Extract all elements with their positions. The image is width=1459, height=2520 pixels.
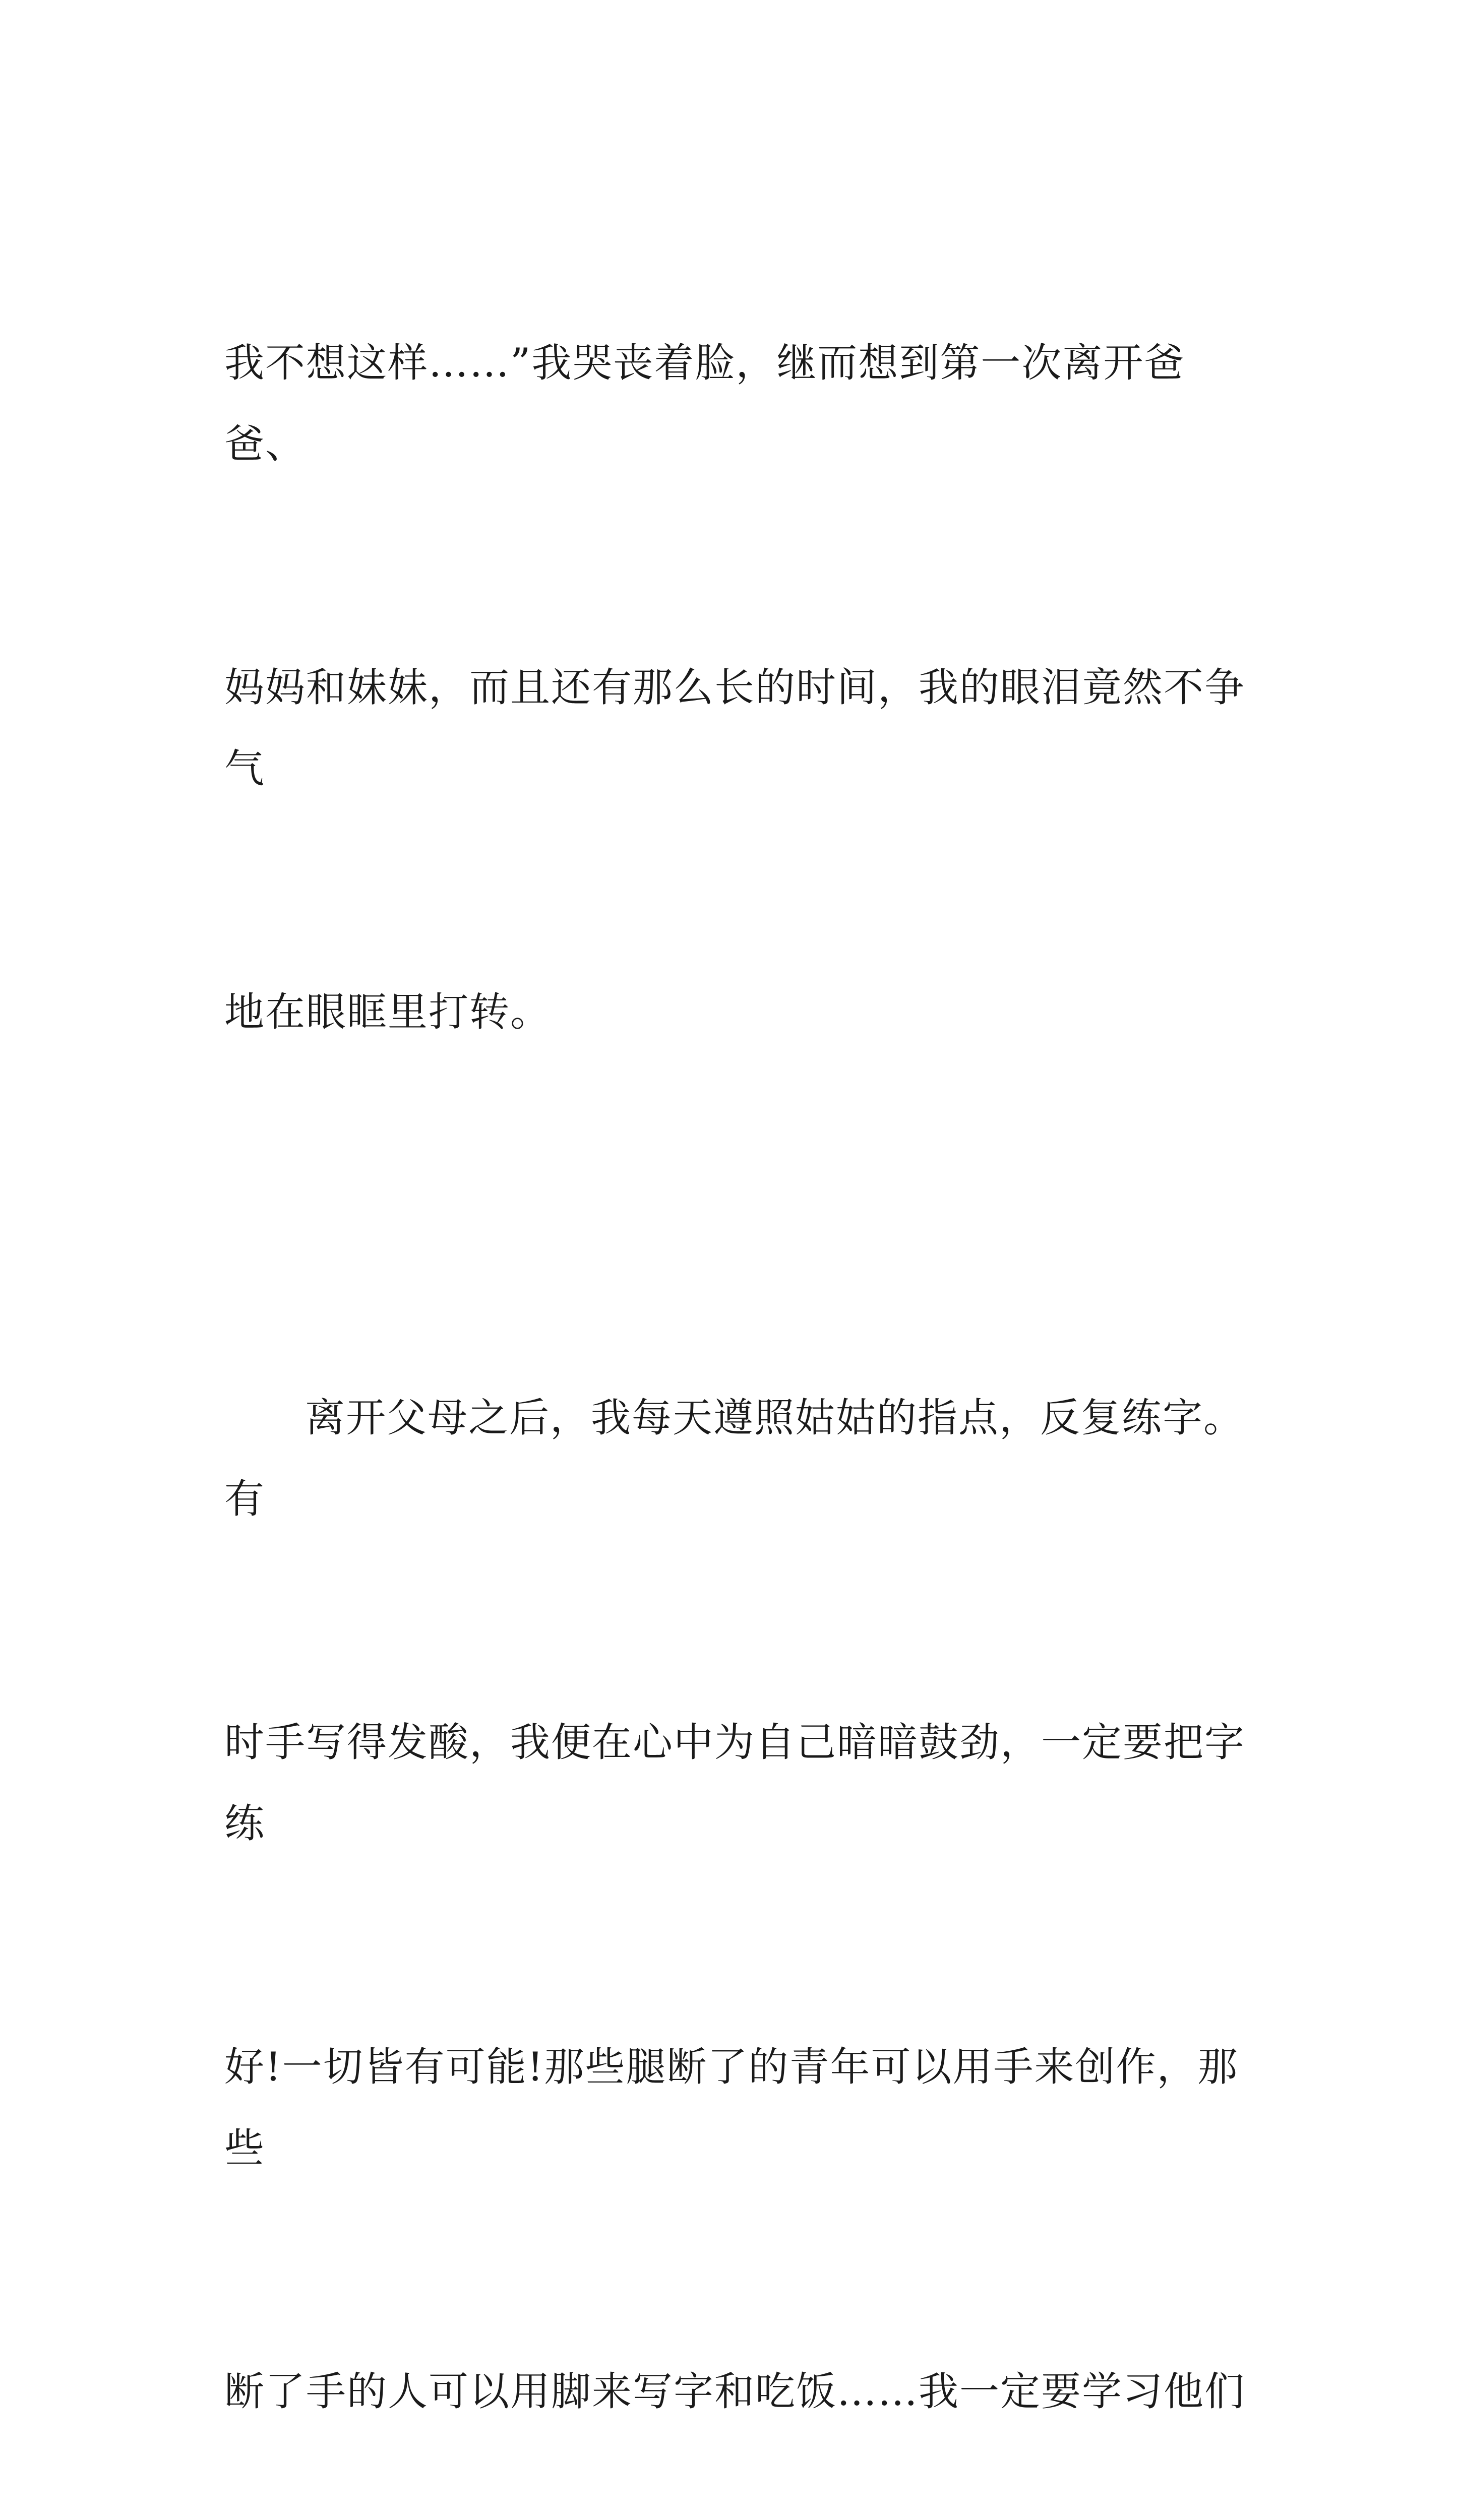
document-body	[224, 160, 1248, 2520]
text-line: 我不想这样……”我哭丧着脸，继而想到第一次离开爸爸、	[224, 340, 1185, 467]
text-line: 时手写得发酸，我便在心中为自己暗暗鼓劲，一定要把字练	[224, 1719, 1245, 1847]
paragraph-1	[224, 160, 1248, 1215]
text-line: 离开父母之后，我每天遵照姑姑的指点，反复练字。有	[224, 1395, 1244, 1522]
paragraph-2	[224, 1215, 1248, 2520]
text-line: 断了手的人可以用脚来写字和吃饭……我一定要学习他们	[224, 2368, 1245, 2415]
text-line: 好!一切皆有可能!那些腿断了的青年可以用手来创作，那些	[224, 2044, 1239, 2171]
text-line: 妈妈和妹妹，而且还有那么长的时间，我的眼泪竟然不争气	[224, 664, 1245, 792]
text-line: 地在眼眶里打转。	[224, 989, 551, 1035]
